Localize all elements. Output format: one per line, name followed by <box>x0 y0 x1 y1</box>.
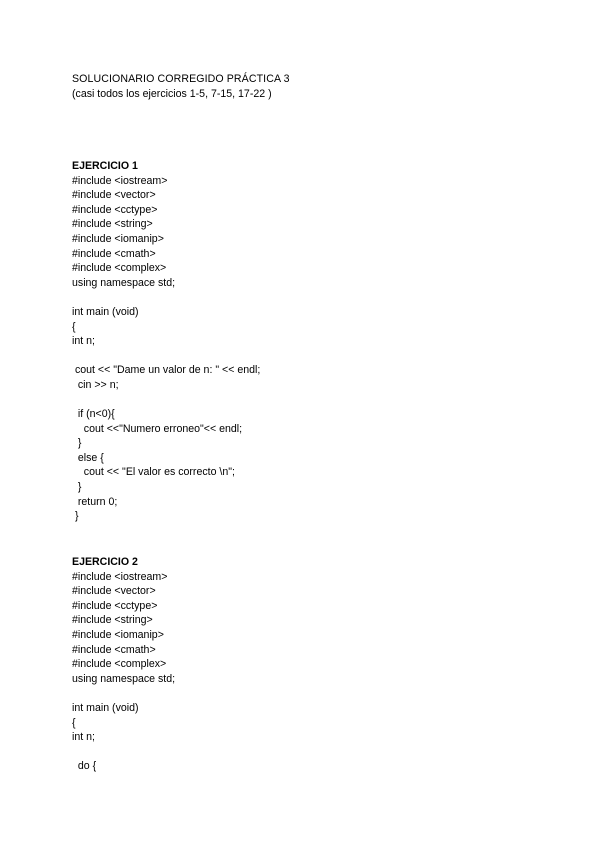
code-line: else { <box>72 451 104 464</box>
code-line: int n; <box>72 335 95 348</box>
code-line: #include <cctype> <box>72 599 158 612</box>
code-line: int n; <box>72 731 95 744</box>
exercise-1-heading: EJERCICIO 1 <box>72 160 138 172</box>
code-line: { <box>72 320 76 333</box>
code-line <box>72 745 175 760</box>
code-line: #include <cmath> <box>72 247 156 260</box>
document-header <box>72 72 290 102</box>
code-line: using namespace std; <box>72 672 176 685</box>
code-line: } <box>72 437 82 450</box>
document-title: SOLUCIONARIO CORREGIDO PRÁCTICA 3 <box>72 73 290 85</box>
code-line <box>72 349 260 364</box>
code-line: } <box>72 481 82 494</box>
code-line: #include <cctype> <box>72 203 158 216</box>
code-line: cin >> n; <box>72 378 119 391</box>
code-line: #include <complex> <box>72 658 167 671</box>
code-line: #include <complex> <box>72 262 167 275</box>
code-line: #include <iomanip> <box>72 628 164 641</box>
code-line: cout <<"Numero erroneo"<< endl; <box>72 422 243 435</box>
exercise-1-code <box>72 174 260 524</box>
code-line: return 0; <box>72 495 118 508</box>
code-line: #include <iomanip> <box>72 232 164 245</box>
code-line: #include <cmath> <box>72 643 156 656</box>
code-line: cout << "El valor es correcto \n"; <box>72 466 235 479</box>
code-line: using namespace std; <box>72 276 176 289</box>
document-subtitle: (casi todos los ejercicios 1-5, 7-15, 17-22 ) <box>72 88 272 100</box>
exercise-2-block <box>72 555 175 774</box>
code-line: #include <vector> <box>72 189 156 202</box>
code-line <box>72 393 260 408</box>
code-line <box>72 686 175 701</box>
code-line: #include <iostream> <box>72 174 168 187</box>
code-line: #include <vector> <box>72 585 156 598</box>
code-line: { <box>72 716 76 729</box>
code-line: int main (void) <box>72 701 139 714</box>
code-line: #include <iostream> <box>72 570 168 583</box>
code-line: if (n<0){ <box>72 408 115 421</box>
code-line: #include <string> <box>72 614 153 627</box>
exercise-1-block <box>72 159 260 524</box>
code-line: #include <string> <box>72 218 153 231</box>
code-line: do { <box>72 760 97 773</box>
code-line: } <box>72 510 79 523</box>
exercise-2-heading: EJERCICIO 2 <box>72 556 138 568</box>
exercise-2-code <box>72 570 175 774</box>
code-line <box>72 290 260 305</box>
code-line: cout << "Dame un valor de n: " << endl; <box>72 364 261 377</box>
code-line: int main (void) <box>72 305 139 318</box>
